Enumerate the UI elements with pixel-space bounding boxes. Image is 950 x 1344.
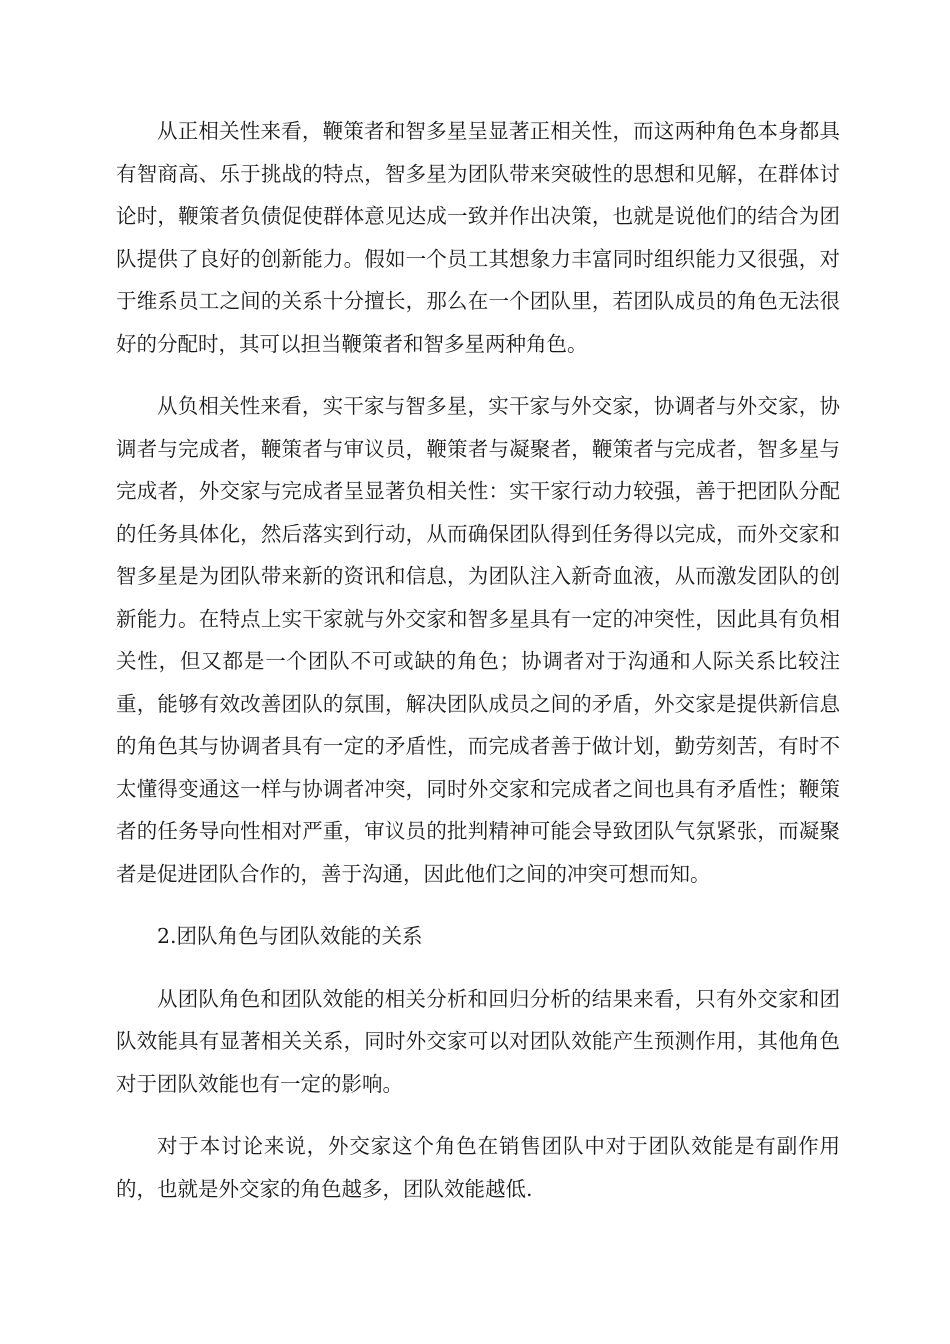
paragraph-team-effectiveness: 从团队角色和团队效能的相关分析和回归分析的结果来看，只有外交家和团队效能具有显著相关关系，同时外交家可以对团队效能产生预测作用，其他角色对于团队效能也有一定的影响。 bbox=[116, 986, 840, 1096]
document-body bbox=[116, 110, 840, 1230]
paragraph-negative-correlation: 从负相关性来看，实干家与智多星，实干家与外交家，协调者与外交家，协调者与完成者，鞭策者与审议员，鞭策者与凝聚者，鞭策者与完成者，智多星与完成者，外交家与完成者呈显著负相关性：实干家行动力较强，善于把团队分配的任务具体化，然后落实到行动，从而确保团队得到任务得以完成，而外交家和智多星是为团队带来新的资讯和信息，为团队注入新奇血液，从而激发团队的创新能力。在特点上实干家就与外交家和智多星具有一定的冲突性，因此具有负相关性，但又都是一个团队不可或缺的角色；协调者对于沟通和人际关系比较注重，能够有效改善团队的氛围，解决团队成员之间的矛盾，外交家是提供新信息的角色其与协调者具有一定的矛盾性，而完成者善于做计划，勤劳刻苦，有时不太懂得变通这一样与协调者冲突，同时外交家和完成者之间也具有矛盾性；鞭策者的任务导向性相对严重，审议员的批判精神可能会导致团队气氛紧张，而凝聚者是促进团队合作的，善于沟通，因此他们之间的冲突可想而知。 bbox=[116, 394, 840, 886]
paragraph-discussion: 对于本讨论来说，外交家这个角色在销售团队中对于团队效能是有副作用的，也就是外交家的角色越多，团队效能越低. bbox=[116, 1134, 840, 1201]
section-heading: 2.团队角色与团队效能的关系 bbox=[157, 924, 423, 948]
paragraph-positive-correlation: 从正相关性来看，鞭策者和智多星呈显著正相关性，而这两种角色本身都具有智商高、乐于挑战的特点，智多星为团队带来突破性的思想和见解，在群体讨论时，鞭策者负债促使群体意见达成一致并作出决策，也就是说他们的结合为团队提供了良好的创新能力。假如一个员工其想象力丰富同时组织能力又很强，对于维系员工之间的关系十分擅长，那么在一个团队里，若团队成员的角色无法很好的分配时，其可以担当鞭策者和智多星两种角色。 bbox=[116, 119, 840, 356]
